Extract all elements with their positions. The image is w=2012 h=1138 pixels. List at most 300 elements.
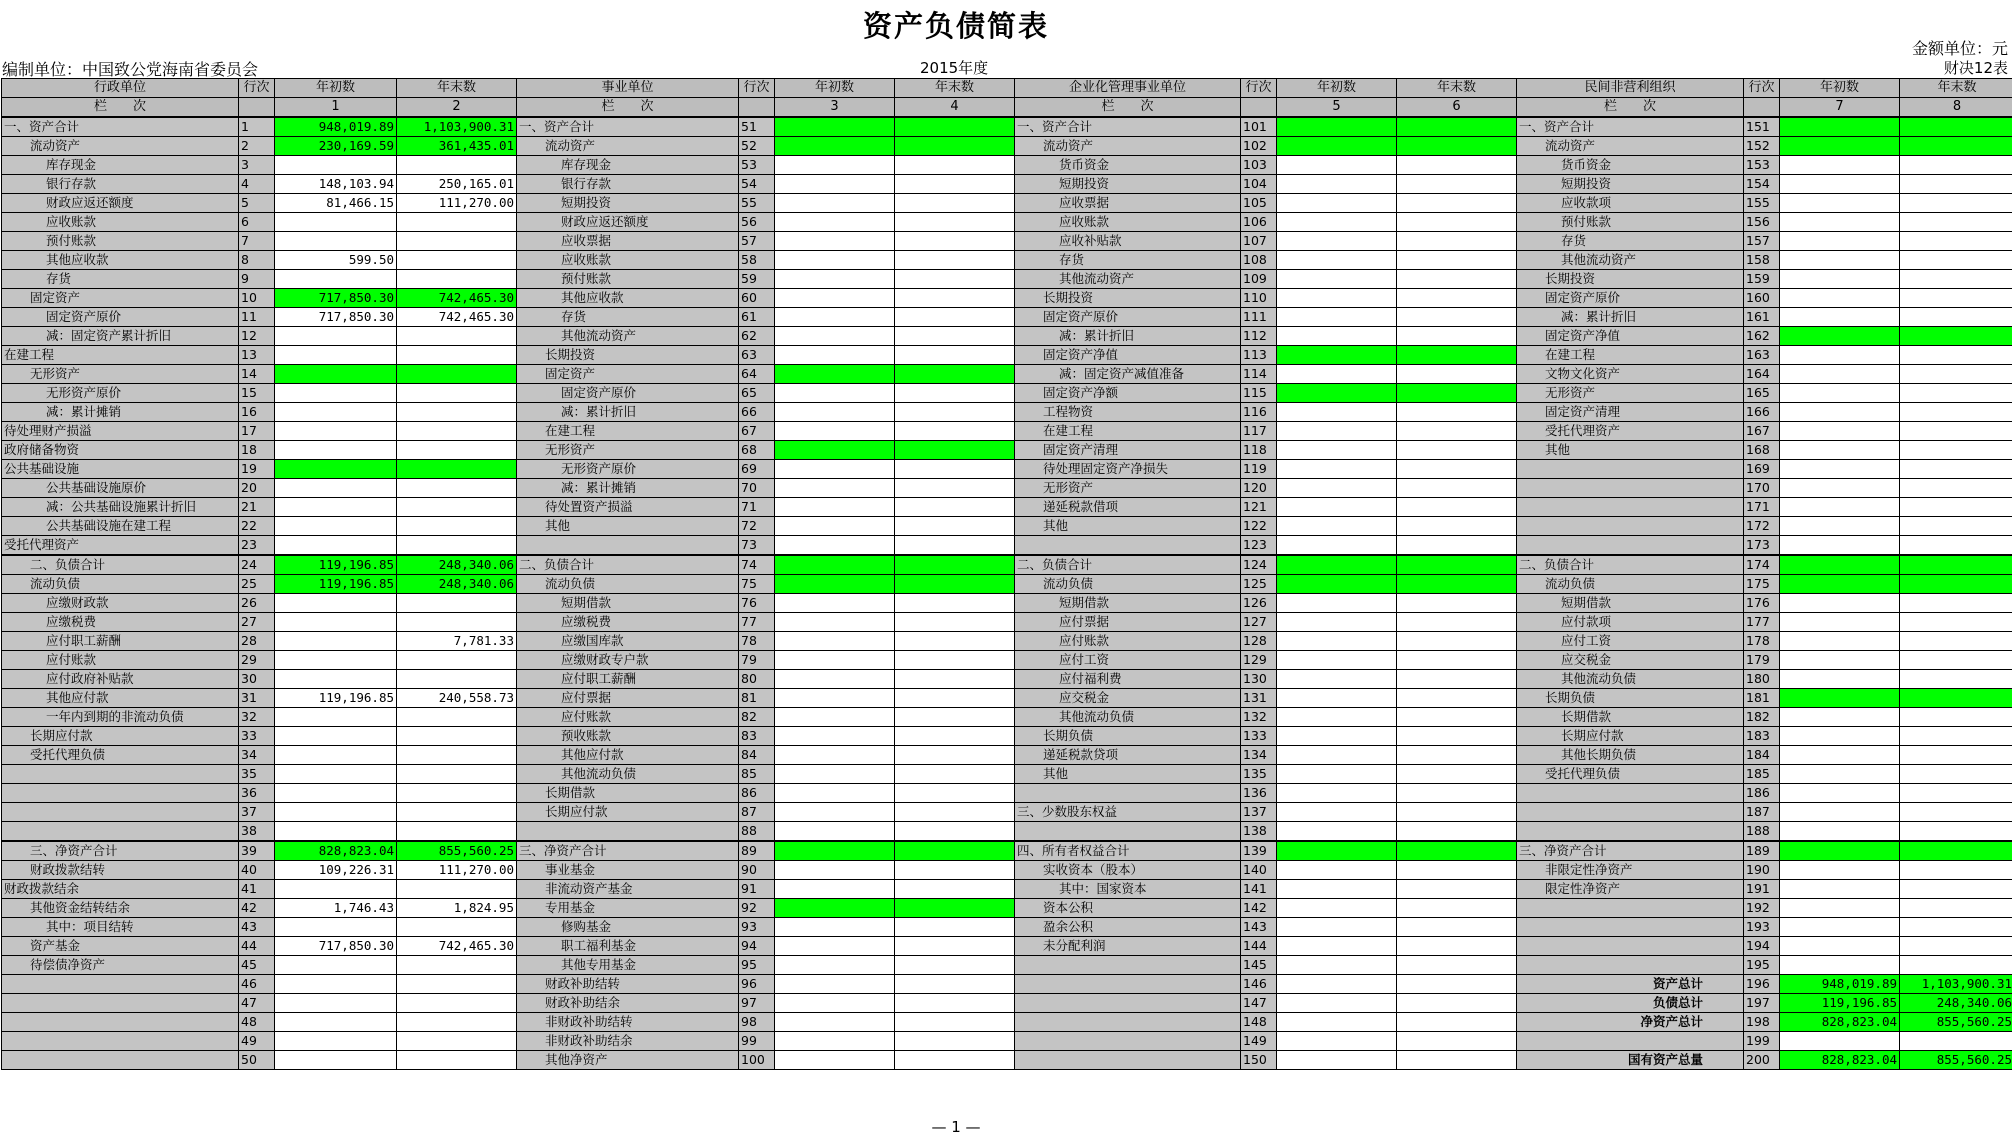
end-value[interactable] bbox=[895, 803, 1015, 822]
begin-value[interactable]: 1,746.43 bbox=[275, 899, 397, 918]
end-value[interactable] bbox=[397, 365, 517, 384]
begin-value[interactable] bbox=[275, 880, 397, 899]
begin-value[interactable] bbox=[1780, 156, 1900, 175]
begin-value[interactable] bbox=[775, 308, 895, 327]
begin-value[interactable] bbox=[1780, 1032, 1900, 1051]
begin-value[interactable] bbox=[1780, 937, 1900, 956]
end-value[interactable] bbox=[895, 575, 1015, 594]
end-value[interactable] bbox=[397, 803, 517, 822]
end-value[interactable] bbox=[895, 460, 1015, 479]
begin-value[interactable] bbox=[1277, 822, 1397, 842]
begin-value[interactable] bbox=[1277, 422, 1397, 441]
end-value[interactable] bbox=[1900, 175, 2012, 194]
begin-value[interactable]: 119,196.85 bbox=[1780, 994, 1900, 1013]
end-value[interactable] bbox=[397, 994, 517, 1013]
end-value[interactable] bbox=[1397, 899, 1517, 918]
end-value[interactable] bbox=[1397, 251, 1517, 270]
end-value[interactable] bbox=[895, 270, 1015, 289]
begin-value[interactable] bbox=[1277, 460, 1397, 479]
end-value[interactable] bbox=[397, 213, 517, 232]
begin-value[interactable] bbox=[275, 1032, 397, 1051]
end-value[interactable] bbox=[1900, 613, 2012, 632]
begin-value[interactable] bbox=[1277, 651, 1397, 670]
end-value[interactable] bbox=[1397, 403, 1517, 422]
begin-value[interactable] bbox=[1277, 479, 1397, 498]
begin-value[interactable] bbox=[775, 670, 895, 689]
end-value[interactable] bbox=[397, 670, 517, 689]
end-value[interactable]: 742,465.30 bbox=[397, 289, 517, 308]
begin-value[interactable] bbox=[1277, 861, 1397, 880]
end-value[interactable]: 855,560.25 bbox=[1900, 1013, 2012, 1032]
begin-value[interactable] bbox=[275, 1051, 397, 1070]
end-value[interactable] bbox=[895, 689, 1015, 708]
begin-value[interactable] bbox=[275, 365, 397, 384]
begin-value[interactable] bbox=[1780, 175, 1900, 194]
begin-value[interactable] bbox=[775, 1013, 895, 1032]
begin-value[interactable] bbox=[775, 194, 895, 213]
begin-value[interactable] bbox=[1277, 1032, 1397, 1051]
begin-value[interactable] bbox=[1780, 613, 1900, 632]
begin-value[interactable] bbox=[775, 803, 895, 822]
end-value[interactable] bbox=[1397, 1051, 1517, 1070]
begin-value[interactable] bbox=[775, 213, 895, 232]
end-value[interactable] bbox=[1397, 822, 1517, 842]
end-value[interactable] bbox=[1397, 803, 1517, 822]
end-value[interactable] bbox=[1397, 841, 1517, 861]
begin-value[interactable] bbox=[775, 689, 895, 708]
end-value[interactable] bbox=[1900, 727, 2012, 746]
end-value[interactable] bbox=[1397, 384, 1517, 403]
end-value[interactable] bbox=[1397, 289, 1517, 308]
begin-value[interactable] bbox=[775, 441, 895, 460]
begin-value[interactable] bbox=[775, 517, 895, 536]
begin-value[interactable] bbox=[1780, 479, 1900, 498]
end-value[interactable] bbox=[397, 460, 517, 479]
end-value[interactable] bbox=[895, 251, 1015, 270]
begin-value[interactable] bbox=[275, 727, 397, 746]
end-value[interactable] bbox=[1397, 117, 1517, 137]
end-value[interactable]: 248,340.06 bbox=[1900, 994, 2012, 1013]
end-value[interactable] bbox=[1397, 689, 1517, 708]
end-value[interactable] bbox=[895, 594, 1015, 613]
begin-value[interactable] bbox=[775, 1051, 895, 1070]
begin-value[interactable] bbox=[275, 156, 397, 175]
end-value[interactable] bbox=[1900, 137, 2012, 156]
begin-value[interactable] bbox=[1277, 880, 1397, 899]
end-value[interactable]: 7,781.33 bbox=[397, 632, 517, 651]
end-value[interactable] bbox=[397, 1013, 517, 1032]
begin-value[interactable] bbox=[775, 137, 895, 156]
end-value[interactable] bbox=[1900, 575, 2012, 594]
end-value[interactable] bbox=[895, 746, 1015, 765]
begin-value[interactable] bbox=[275, 746, 397, 765]
end-value[interactable] bbox=[1900, 784, 2012, 803]
end-value[interactable]: 250,165.01 bbox=[397, 175, 517, 194]
begin-value[interactable] bbox=[275, 422, 397, 441]
end-value[interactable] bbox=[1397, 994, 1517, 1013]
end-value[interactable] bbox=[397, 956, 517, 975]
begin-value[interactable] bbox=[275, 994, 397, 1013]
end-value[interactable]: 361,435.01 bbox=[397, 137, 517, 156]
begin-value[interactable] bbox=[1780, 213, 1900, 232]
end-value[interactable] bbox=[1900, 841, 2012, 861]
end-value[interactable] bbox=[1397, 555, 1517, 575]
end-value[interactable] bbox=[1900, 670, 2012, 689]
begin-value[interactable] bbox=[1780, 327, 1900, 346]
end-value[interactable] bbox=[1900, 861, 2012, 880]
begin-value[interactable] bbox=[1780, 308, 1900, 327]
end-value[interactable] bbox=[1900, 327, 2012, 346]
begin-value[interactable] bbox=[275, 956, 397, 975]
begin-value[interactable] bbox=[1277, 251, 1397, 270]
begin-value[interactable] bbox=[775, 727, 895, 746]
begin-value[interactable] bbox=[775, 403, 895, 422]
begin-value[interactable] bbox=[1780, 918, 1900, 937]
begin-value[interactable] bbox=[775, 784, 895, 803]
begin-value[interactable] bbox=[1277, 994, 1397, 1013]
end-value[interactable] bbox=[1900, 194, 2012, 213]
begin-value[interactable] bbox=[1277, 536, 1397, 556]
begin-value[interactable] bbox=[275, 708, 397, 727]
begin-value[interactable] bbox=[1277, 213, 1397, 232]
begin-value[interactable] bbox=[275, 460, 397, 479]
begin-value[interactable]: 81,466.15 bbox=[275, 194, 397, 213]
end-value[interactable] bbox=[397, 613, 517, 632]
end-value[interactable] bbox=[1900, 346, 2012, 365]
begin-value[interactable]: 717,850.30 bbox=[275, 289, 397, 308]
begin-value[interactable] bbox=[775, 994, 895, 1013]
end-value[interactable] bbox=[1397, 918, 1517, 937]
end-value[interactable] bbox=[397, 1051, 517, 1070]
end-value[interactable] bbox=[397, 594, 517, 613]
begin-value[interactable]: 148,103.94 bbox=[275, 175, 397, 194]
end-value[interactable] bbox=[895, 384, 1015, 403]
begin-value[interactable] bbox=[1277, 1013, 1397, 1032]
begin-value[interactable] bbox=[1780, 365, 1900, 384]
end-value[interactable] bbox=[397, 422, 517, 441]
end-value[interactable] bbox=[397, 822, 517, 842]
end-value[interactable] bbox=[397, 346, 517, 365]
end-value[interactable] bbox=[1397, 308, 1517, 327]
end-value[interactable] bbox=[1397, 956, 1517, 975]
begin-value[interactable] bbox=[1277, 670, 1397, 689]
end-value[interactable] bbox=[895, 1051, 1015, 1070]
begin-value[interactable] bbox=[775, 251, 895, 270]
end-value[interactable] bbox=[1900, 918, 2012, 937]
end-value[interactable] bbox=[1900, 308, 2012, 327]
end-value[interactable]: 855,560.25 bbox=[397, 841, 517, 861]
end-value[interactable] bbox=[895, 137, 1015, 156]
begin-value[interactable] bbox=[1780, 403, 1900, 422]
end-value[interactable] bbox=[1900, 746, 2012, 765]
begin-value[interactable] bbox=[275, 346, 397, 365]
begin-value[interactable] bbox=[1277, 194, 1397, 213]
begin-value[interactable] bbox=[1780, 251, 1900, 270]
begin-value[interactable] bbox=[1780, 861, 1900, 880]
begin-value[interactable] bbox=[275, 613, 397, 632]
begin-value[interactable] bbox=[1277, 346, 1397, 365]
end-value[interactable] bbox=[1397, 536, 1517, 556]
begin-value[interactable] bbox=[775, 536, 895, 556]
end-value[interactable] bbox=[1397, 594, 1517, 613]
end-value[interactable] bbox=[1900, 479, 2012, 498]
end-value[interactable] bbox=[1397, 937, 1517, 956]
end-value[interactable] bbox=[397, 975, 517, 994]
begin-value[interactable] bbox=[1277, 365, 1397, 384]
begin-value[interactable] bbox=[1277, 765, 1397, 784]
end-value[interactable] bbox=[895, 289, 1015, 308]
end-value[interactable] bbox=[895, 1032, 1015, 1051]
begin-value[interactable] bbox=[775, 822, 895, 842]
end-value[interactable] bbox=[895, 975, 1015, 994]
begin-value[interactable] bbox=[275, 975, 397, 994]
begin-value[interactable] bbox=[1277, 784, 1397, 803]
begin-value[interactable]: 717,850.30 bbox=[275, 308, 397, 327]
end-value[interactable]: 742,465.30 bbox=[397, 937, 517, 956]
begin-value[interactable] bbox=[1780, 194, 1900, 213]
begin-value[interactable]: 119,196.85 bbox=[275, 575, 397, 594]
end-value[interactable] bbox=[397, 784, 517, 803]
end-value[interactable] bbox=[1397, 498, 1517, 517]
begin-value[interactable] bbox=[775, 708, 895, 727]
begin-value[interactable] bbox=[1780, 460, 1900, 479]
begin-value[interactable]: 948,019.89 bbox=[1780, 975, 1900, 994]
end-value[interactable] bbox=[397, 403, 517, 422]
begin-value[interactable] bbox=[775, 899, 895, 918]
end-value[interactable] bbox=[1900, 555, 2012, 575]
begin-value[interactable] bbox=[1277, 575, 1397, 594]
begin-value[interactable] bbox=[1780, 270, 1900, 289]
end-value[interactable] bbox=[895, 1013, 1015, 1032]
begin-value[interactable] bbox=[1780, 232, 1900, 251]
begin-value[interactable] bbox=[775, 575, 895, 594]
begin-value[interactable]: 119,196.85 bbox=[275, 689, 397, 708]
end-value[interactable] bbox=[397, 918, 517, 937]
begin-value[interactable] bbox=[275, 803, 397, 822]
end-value[interactable] bbox=[397, 708, 517, 727]
begin-value[interactable] bbox=[775, 841, 895, 861]
end-value[interactable] bbox=[1397, 784, 1517, 803]
end-value[interactable] bbox=[895, 784, 1015, 803]
end-value[interactable] bbox=[1397, 746, 1517, 765]
end-value[interactable] bbox=[1397, 517, 1517, 536]
end-value[interactable] bbox=[397, 498, 517, 517]
begin-value[interactable] bbox=[275, 232, 397, 251]
begin-value[interactable] bbox=[1780, 746, 1900, 765]
begin-value[interactable] bbox=[775, 956, 895, 975]
end-value[interactable] bbox=[895, 441, 1015, 460]
end-value[interactable]: 742,465.30 bbox=[397, 308, 517, 327]
end-value[interactable] bbox=[1397, 880, 1517, 899]
end-value[interactable] bbox=[397, 156, 517, 175]
begin-value[interactable] bbox=[1780, 632, 1900, 651]
begin-value[interactable] bbox=[775, 384, 895, 403]
end-value[interactable]: 1,103,900.31 bbox=[1900, 975, 2012, 994]
begin-value[interactable] bbox=[1277, 498, 1397, 517]
end-value[interactable] bbox=[895, 498, 1015, 517]
begin-value[interactable] bbox=[1780, 137, 1900, 156]
begin-value[interactable]: 109,226.31 bbox=[275, 861, 397, 880]
end-value[interactable] bbox=[397, 384, 517, 403]
end-value[interactable] bbox=[895, 899, 1015, 918]
begin-value[interactable]: 828,823.04 bbox=[275, 841, 397, 861]
end-value[interactable] bbox=[895, 308, 1015, 327]
end-value[interactable] bbox=[1397, 1013, 1517, 1032]
end-value[interactable] bbox=[1900, 422, 2012, 441]
begin-value[interactable] bbox=[1277, 632, 1397, 651]
end-value[interactable] bbox=[1397, 861, 1517, 880]
begin-value[interactable] bbox=[1277, 175, 1397, 194]
end-value[interactable] bbox=[1900, 536, 2012, 556]
end-value[interactable] bbox=[1397, 346, 1517, 365]
begin-value[interactable] bbox=[775, 327, 895, 346]
end-value[interactable] bbox=[895, 822, 1015, 842]
begin-value[interactable] bbox=[1780, 517, 1900, 536]
end-value[interactable] bbox=[895, 175, 1015, 194]
end-value[interactable] bbox=[1397, 727, 1517, 746]
begin-value[interactable] bbox=[1277, 403, 1397, 422]
begin-value[interactable] bbox=[775, 594, 895, 613]
begin-value[interactable] bbox=[275, 270, 397, 289]
end-value[interactable] bbox=[1900, 384, 2012, 403]
begin-value[interactable] bbox=[1277, 746, 1397, 765]
begin-value[interactable] bbox=[275, 517, 397, 536]
end-value[interactable]: 248,340.06 bbox=[397, 555, 517, 575]
begin-value[interactable] bbox=[775, 918, 895, 937]
begin-value[interactable] bbox=[1780, 689, 1900, 708]
begin-value[interactable] bbox=[1780, 422, 1900, 441]
end-value[interactable]: 855,560.25 bbox=[1900, 1051, 2012, 1070]
begin-value[interactable] bbox=[1780, 117, 1900, 137]
begin-value[interactable] bbox=[1277, 708, 1397, 727]
end-value[interactable] bbox=[895, 956, 1015, 975]
end-value[interactable] bbox=[397, 517, 517, 536]
end-value[interactable] bbox=[895, 727, 1015, 746]
begin-value[interactable] bbox=[775, 346, 895, 365]
begin-value[interactable] bbox=[1277, 727, 1397, 746]
end-value[interactable] bbox=[1900, 498, 2012, 517]
end-value[interactable] bbox=[1900, 117, 2012, 137]
begin-value[interactable] bbox=[1277, 613, 1397, 632]
begin-value[interactable] bbox=[1780, 670, 1900, 689]
begin-value[interactable]: 230,169.59 bbox=[275, 137, 397, 156]
begin-value[interactable]: 119,196.85 bbox=[275, 555, 397, 575]
end-value[interactable] bbox=[1900, 251, 2012, 270]
end-value[interactable] bbox=[1900, 632, 2012, 651]
begin-value[interactable]: 717,850.30 bbox=[275, 937, 397, 956]
begin-value[interactable] bbox=[275, 1013, 397, 1032]
end-value[interactable] bbox=[1397, 175, 1517, 194]
begin-value[interactable] bbox=[775, 555, 895, 575]
end-value[interactable] bbox=[1397, 441, 1517, 460]
end-value[interactable] bbox=[895, 156, 1015, 175]
end-value[interactable] bbox=[895, 422, 1015, 441]
begin-value[interactable] bbox=[775, 365, 895, 384]
end-value[interactable] bbox=[1900, 156, 2012, 175]
end-value[interactable]: 1,824.95 bbox=[397, 899, 517, 918]
end-value[interactable] bbox=[1397, 232, 1517, 251]
begin-value[interactable] bbox=[775, 651, 895, 670]
end-value[interactable] bbox=[895, 708, 1015, 727]
begin-value[interactable] bbox=[775, 289, 895, 308]
end-value[interactable] bbox=[1397, 213, 1517, 232]
end-value[interactable] bbox=[1900, 937, 2012, 956]
end-value[interactable] bbox=[1397, 365, 1517, 384]
begin-value[interactable] bbox=[1277, 289, 1397, 308]
end-value[interactable] bbox=[895, 327, 1015, 346]
end-value[interactable] bbox=[895, 670, 1015, 689]
begin-value[interactable] bbox=[775, 937, 895, 956]
begin-value[interactable] bbox=[775, 460, 895, 479]
end-value[interactable] bbox=[397, 651, 517, 670]
end-value[interactable] bbox=[1900, 232, 2012, 251]
begin-value[interactable]: 828,823.04 bbox=[1780, 1013, 1900, 1032]
end-value[interactable] bbox=[1900, 689, 2012, 708]
begin-value[interactable] bbox=[1780, 880, 1900, 899]
end-value[interactable] bbox=[1397, 327, 1517, 346]
begin-value[interactable] bbox=[1780, 384, 1900, 403]
begin-value[interactable] bbox=[1277, 270, 1397, 289]
begin-value[interactable] bbox=[1780, 822, 1900, 842]
end-value[interactable] bbox=[1900, 899, 2012, 918]
begin-value[interactable] bbox=[775, 479, 895, 498]
begin-value[interactable] bbox=[1277, 327, 1397, 346]
begin-value[interactable]: 828,823.04 bbox=[1780, 1051, 1900, 1070]
begin-value[interactable] bbox=[1277, 594, 1397, 613]
begin-value[interactable] bbox=[775, 975, 895, 994]
end-value[interactable] bbox=[1900, 213, 2012, 232]
end-value[interactable] bbox=[895, 194, 1015, 213]
end-value[interactable] bbox=[895, 555, 1015, 575]
begin-value[interactable] bbox=[1277, 555, 1397, 575]
end-value[interactable] bbox=[895, 937, 1015, 956]
begin-value[interactable] bbox=[275, 536, 397, 556]
begin-value[interactable] bbox=[275, 670, 397, 689]
end-value[interactable] bbox=[1397, 613, 1517, 632]
end-value[interactable] bbox=[397, 479, 517, 498]
begin-value[interactable] bbox=[1780, 441, 1900, 460]
end-value[interactable]: 111,270.00 bbox=[397, 861, 517, 880]
begin-value[interactable] bbox=[1277, 956, 1397, 975]
end-value[interactable] bbox=[1397, 975, 1517, 994]
end-value[interactable] bbox=[397, 270, 517, 289]
begin-value[interactable] bbox=[1780, 727, 1900, 746]
begin-value[interactable] bbox=[775, 156, 895, 175]
begin-value[interactable] bbox=[275, 632, 397, 651]
begin-value[interactable] bbox=[775, 1032, 895, 1051]
begin-value[interactable] bbox=[1277, 137, 1397, 156]
begin-value[interactable] bbox=[775, 632, 895, 651]
end-value[interactable] bbox=[1397, 270, 1517, 289]
end-value[interactable] bbox=[1397, 479, 1517, 498]
end-value[interactable] bbox=[895, 918, 1015, 937]
end-value[interactable]: 248,340.06 bbox=[397, 575, 517, 594]
begin-value[interactable] bbox=[1780, 765, 1900, 784]
begin-value[interactable] bbox=[1277, 803, 1397, 822]
begin-value[interactable] bbox=[1780, 651, 1900, 670]
end-value[interactable] bbox=[397, 251, 517, 270]
end-value[interactable] bbox=[895, 613, 1015, 632]
begin-value[interactable] bbox=[1780, 899, 1900, 918]
end-value[interactable] bbox=[1397, 156, 1517, 175]
begin-value[interactable] bbox=[1780, 956, 1900, 975]
begin-value[interactable] bbox=[1277, 384, 1397, 403]
begin-value[interactable] bbox=[1277, 441, 1397, 460]
end-value[interactable] bbox=[1397, 670, 1517, 689]
end-value[interactable] bbox=[1397, 1032, 1517, 1051]
end-value[interactable] bbox=[895, 117, 1015, 137]
end-value[interactable] bbox=[397, 441, 517, 460]
